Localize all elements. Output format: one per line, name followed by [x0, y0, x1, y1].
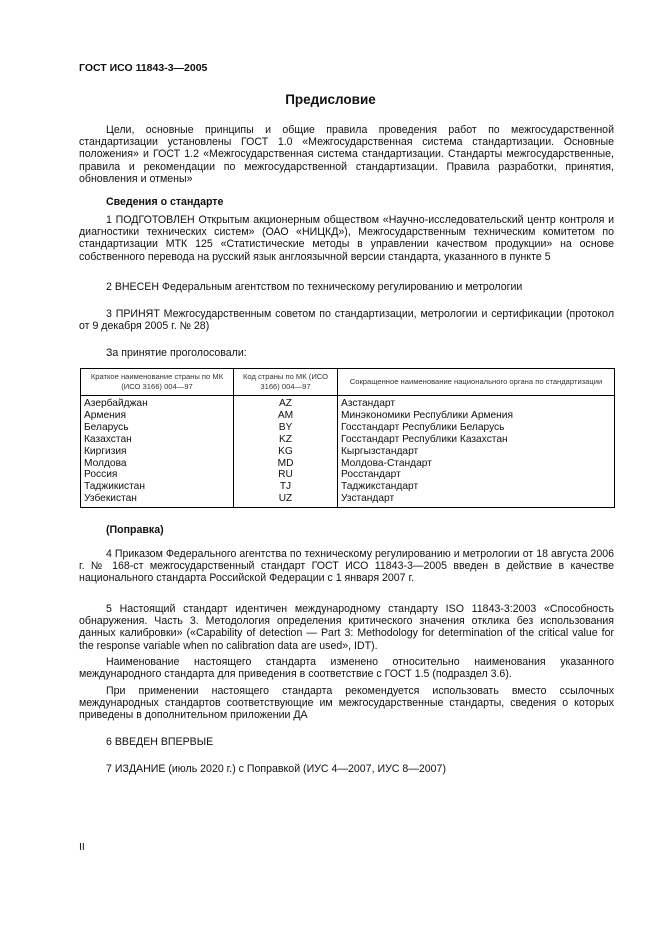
intro-paragraph: Цели, основные принципы и общие правила проведения работ по межгосударственной стандартизации установлены ГОСТ 1.0 «Межгосударственная система стандартизации. Основные положения» и ГОСТ 1.2 «Межгосударственная система стандартизации. Стандарты межгосударственные, правила и рекомендации по межгосударственной стандартизации. Правила разработки, принятия, обновления и отмены» [79, 124, 614, 185]
table-header-row [81, 369, 615, 396]
body-cell: Таджикстандарт [338, 481, 615, 493]
country-cell: Узбекистан [81, 493, 234, 507]
table-row [81, 458, 615, 470]
country-cell: Армения [81, 410, 234, 422]
body-cell: Госстандарт Республики Беларусь [338, 422, 615, 434]
voting-table [80, 368, 615, 508]
country-cell: Молдова [81, 458, 234, 470]
document-header: ГОСТ ИСО 11843-3—2005 [79, 62, 208, 74]
country-cell: Беларусь [81, 422, 234, 434]
item-5-paragraph: 5 Настоящий стандарт идентичен международному стандарту ISO 11843-3:2003 «Способность обнаружения. Часть 3. Методология определения критического значения отклика без использования данных калибровки» («Capability of detection — Part 3: Methodology for determination of the critical value for the response variable when no calibration data are used», IDT). [79, 603, 614, 652]
item-7-paragraph: 7 ИЗДАНИЕ (июль 2020 г.) с Поправкой (ИУС 4—2007, ИУС 8—2007) [106, 763, 446, 775]
table-row [81, 410, 615, 422]
item-4-paragraph: 4 Приказом Федерального агентства по техническому регулированию и метрологии от 18 августа 2006 г. № 168-ст межгосударственный стандарт ГОСТ ИСО 11843-3—2005 введен в действие в качестве национального стандарта Российской Федерации с 1 января 2007 г. [79, 548, 614, 585]
country-cell: Казахстан [81, 434, 234, 446]
item-6-paragraph: 6 ВВЕДЕН ВПЕРВЫЕ [106, 736, 214, 748]
item-3-paragraph: 3 ПРИНЯТ Межгосударственным советом по стандартизации, метрологии и сертификации (протокол от 9 декабря 2005 г. № 28) [79, 308, 614, 333]
body-cell: Молдова-Стандарт [338, 458, 615, 470]
body-cell: Азстандарт [338, 396, 615, 410]
table-row [81, 469, 615, 481]
table-row [81, 396, 615, 410]
table-row [81, 434, 615, 446]
country-cell: Азербайджан [81, 396, 234, 410]
table-row [81, 493, 615, 507]
body-cell: Узстандарт [338, 493, 615, 507]
section-heading: Сведения о стандарте [106, 196, 224, 208]
code-cell: BY [234, 422, 338, 434]
item-1-paragraph: 1 ПОДГОТОВЛЕН Открытым акционерным обществом «Научно-исследовательский центр контроля и диагностики технических систем» (ОАО «НИЦКД»), Межгосударственным техническим комитетом по стандартизации МТК 125 «Статистические методы в управлении качеством продукции» на основе собственного перевода на русский язык англоязычной версии стандарта, указанного в пункте 5 [79, 214, 614, 263]
column-header-country: Краткое наименование страны по МК (ИСО 3166) 004—97 [81, 369, 234, 396]
amendment-note: (Поправка) [106, 524, 164, 536]
page-number: II [79, 841, 85, 853]
item-5-rename-paragraph: Наименование настоящего стандарта изменено относительно наименования указанного международного стандарта для приведения в соответствие с ГОСТ 1.5 (подраздел 3.6). [79, 656, 614, 681]
code-cell: TJ [234, 481, 338, 493]
code-cell: UZ [234, 493, 338, 507]
vote-intro: За принятие проголосовали: [106, 347, 247, 359]
country-cell: Россия [81, 469, 234, 481]
country-cell: Таджикистан [81, 481, 234, 493]
code-cell: KG [234, 446, 338, 458]
table-row [81, 481, 615, 493]
column-header-body: Сокращенное наименование национального органа по стандартизации [338, 369, 615, 396]
code-cell: RU [234, 469, 338, 481]
body-cell: Госстандарт Республики Казахстан [338, 434, 615, 446]
code-cell: AZ [234, 396, 338, 410]
page-title: Предисловие [285, 92, 376, 107]
code-cell: AM [234, 410, 338, 422]
body-cell: Росстандарт [338, 469, 615, 481]
table-row [81, 422, 615, 434]
column-header-code: Код страны по МК (ИСО 3166) 004—97 [234, 369, 338, 396]
item-5-references-paragraph: При применении настоящего стандарта рекомендуется использовать вместо ссылочных международных стандартов соответствующие им межгосударственные стандарты, сведения о которых приведены в дополнительном приложении ДА [79, 685, 614, 722]
table-row [81, 446, 615, 458]
country-cell: Киргизия [81, 446, 234, 458]
body-cell: Минэкономики Республики Армения [338, 410, 615, 422]
body-cell: Кыргызстандарт [338, 446, 615, 458]
code-cell: MD [234, 458, 338, 470]
code-cell: KZ [234, 434, 338, 446]
item-2-paragraph: 2 ВНЕСЕН Федеральным агентством по техническому регулированию и метрологии [106, 281, 523, 293]
